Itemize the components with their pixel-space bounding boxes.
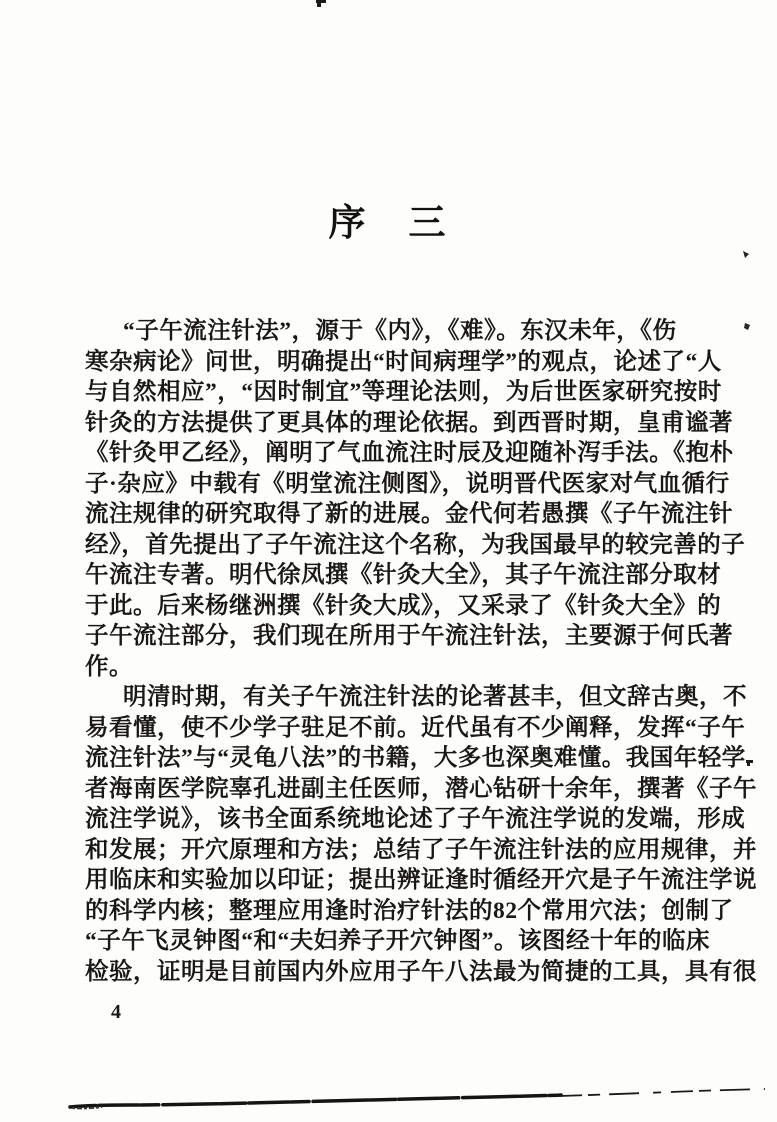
text-line: 作。: [85, 653, 133, 680]
text-line: 和发展；开穴原理和方法；总结了子午流注针法的应用规律，并: [85, 836, 757, 863]
text-line: “子午飞灵钟图“和“夫妇养子开穴钟图”。该图经十年的临床: [85, 928, 710, 954]
scan-bottom-edge-left: [72, 1107, 102, 1108]
text-line: 子·杂应》中载有《明堂流注侧图》，说明晋代医家对气血循行: [85, 470, 730, 497]
scan-bottom-edge-fade: [560, 1089, 765, 1096]
body-text: [85, 316, 757, 987]
page-title: 序 三: [328, 203, 449, 244]
text-line: 易看懂，使不少学子驻足不前。近代虽有不少阐释，发挥“子午: [85, 714, 746, 741]
text-line: 明清时期，有关子午流注针法的论著甚丰，但文辞古奥，不: [123, 684, 747, 710]
scan-speck-top: [316, 0, 326, 7]
page-number: 4: [111, 1001, 121, 1023]
text-line: 用临床和实验加以印证；提出辨证逢时循经开穴是子午流注学说: [85, 867, 757, 893]
text-line: 午流注专著。明代徐凤撰《针灸大全》，其子午流注部分取材: [85, 562, 722, 588]
text-line: 于此。后来杨继洲撰《针灸大成》，又采录了《针灸大全》的: [85, 592, 722, 619]
text-line: 的科学内核；整理应用逢时治疗针法的82个常用穴法；创制了: [85, 897, 734, 924]
text-line: 针灸的方法提供了更具体的理论依据。到西晋时期，皇甫谧著: [85, 409, 733, 436]
text-line: 流注规律的研究取得了新的进展。金代何若愚撰《子午流注针: [85, 501, 733, 527]
text-line: 经》，首先提出了子午流注这个名称，为我国最早的较完善的子: [85, 531, 746, 558]
scan-speck-right-3: [746, 760, 753, 766]
text-line: 子午流注部分，我们现在所用于午流注针法，主要源于何氏著: [85, 623, 733, 649]
text-line: 者海南医学院辜孔进副主任医师，潜心钻研十余年，撰著《子午: [85, 775, 757, 802]
text-line: 《针灸甲乙经》，阐明了气血流注时辰及迎随补泻手法。《抱朴: [85, 440, 734, 466]
text-line: 流注学说》，该书全面系统地论述了子午流注学说的发端，形成: [85, 806, 746, 832]
text-line: 与自然相应”，“因时制宜”等理论法则，为后世医家研究按时: [85, 379, 722, 405]
text-line: 寒杂病论》问世，明确提出“时间病理学”的观点，论述了“人: [85, 348, 722, 375]
scan-bottom-edge-main: [70, 1095, 561, 1107]
scan-speck-right-2: [744, 323, 750, 330]
text-line: 流注针法”与“灵龟八法”的书籍，大多也深奥难懂。我国年轻学: [85, 745, 746, 771]
text-line: “子午流注针法”，源于《内》，《难》。东汉未年，《伤: [123, 318, 677, 344]
text-line: 检验，证明是目前国内外应用子午八法最为简捷的工具，具有很: [85, 958, 757, 985]
scan-speck-right-1: [743, 251, 749, 258]
